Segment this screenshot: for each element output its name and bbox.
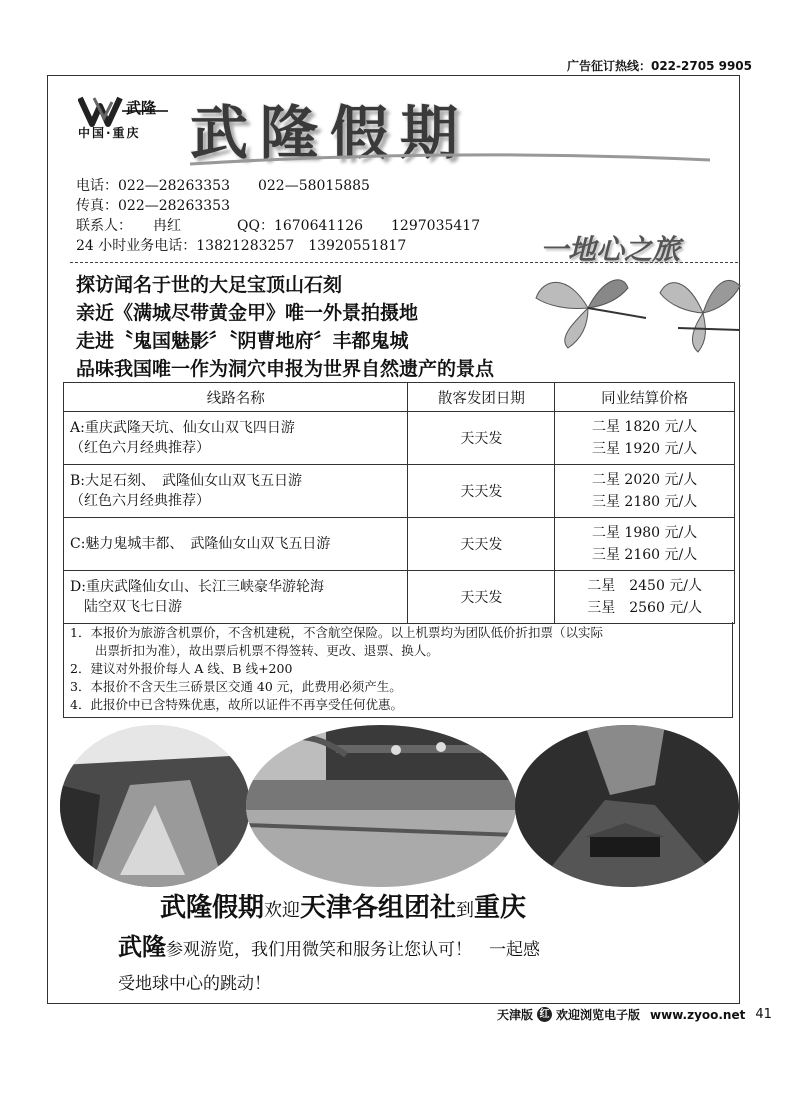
ad-hotline: 广告征订热线：022-2705 9905 xyxy=(566,59,752,73)
contact-phone: 电话：022—28263353 022—58015885 xyxy=(76,178,370,194)
highlight-2: 亲近《满城尽带黄金甲》唯一外景拍摄地 xyxy=(76,302,419,324)
price-3star: 三星 2180 元/人 xyxy=(591,494,698,510)
page-footer xyxy=(497,1006,772,1023)
note-line: 3．本报价不含天生三硚景区交通 40 元，此费用必须产生。 xyxy=(70,679,402,694)
red-edition-badge-icon: 红 xyxy=(537,1007,552,1022)
note-line: 1．本报价为旅游含机票价，不含机建税，不含航空保险。以上机票均为团队低价折扣票（以实际 xyxy=(70,625,603,640)
edition-label: 天津版 xyxy=(497,1008,534,1022)
price-3star: 三星 2560 元/人 xyxy=(587,600,703,616)
footer-sub-text-2: 受地球中心的跳动！ xyxy=(118,974,271,994)
logo-brand: 武隆 xyxy=(126,99,157,117)
footer-headline xyxy=(160,887,526,924)
col-header-route: 线路名称 xyxy=(64,383,408,412)
price-2star: 二星 1820 元/人 xyxy=(591,419,698,435)
contact-24h: 24 小时业务电话：13821283257 13920551817 xyxy=(76,238,407,254)
footer-welcome: 欢迎 xyxy=(264,900,301,921)
table-row xyxy=(64,465,735,518)
butterfly-icon xyxy=(528,268,743,356)
depart-date: 天天发 xyxy=(408,518,555,571)
col-header-price: 同业结算价格 xyxy=(555,383,735,412)
highlight-4: 品味我国唯一作为洞穴申报为世界自然遗产的景点 xyxy=(76,358,495,380)
footer-city: 重庆 xyxy=(474,893,527,923)
depart-date: 天天发 xyxy=(408,465,555,518)
site-link[interactable]: www.zyoo.net xyxy=(650,1007,746,1022)
route-name: D:重庆武隆仙女山、长江三峡豪华游轮海 xyxy=(70,579,324,595)
highlight-1: 探访闻名于世的大足宝顶山石刻 xyxy=(76,274,343,296)
ghost-city-photo xyxy=(246,725,516,887)
canyon-photo xyxy=(60,725,250,887)
table-header-row xyxy=(64,383,735,412)
route-note: （红色六月经典推荐） xyxy=(70,493,210,509)
divider xyxy=(70,262,738,263)
price-2star: 二星 1980 元/人 xyxy=(591,525,698,541)
route-name: B:大足石刻、 武隆仙女山双飞五日游 xyxy=(70,473,303,489)
route-note: 陆空双飞七日游 xyxy=(70,599,182,615)
price-2star: 二星 2020 元/人 xyxy=(591,472,698,488)
notes-box xyxy=(63,622,733,718)
slogan: 一地心之旅 xyxy=(540,233,681,266)
note-line: 4．此报价中已含特殊优惠，故所以证件不再享受任何优惠。 xyxy=(70,697,403,712)
table-row xyxy=(64,571,735,624)
price-3star: 三星 2160 元/人 xyxy=(591,547,698,563)
route-note: （红色六月经典推荐） xyxy=(70,440,210,456)
contact-person: 联系人： 冉红 QQ：1670641126 1297035417 xyxy=(76,218,481,234)
contact-fax: 传真：022—28263353 xyxy=(76,198,230,214)
price-2star: 二星 2450 元/人 xyxy=(587,578,703,594)
price-3star: 三星 1920 元/人 xyxy=(591,441,698,457)
page-title: 武隆假期 xyxy=(190,99,471,167)
footer-agencies: 天津各组团社 xyxy=(300,893,457,923)
logo-city: 中国·重庆 xyxy=(78,126,141,140)
table-row xyxy=(64,412,735,465)
route-price-table xyxy=(63,382,735,624)
footer-sub-brand: 武隆 xyxy=(118,932,166,961)
page-number: 41 xyxy=(755,1007,772,1022)
footer-sub-text: 参观游览，我们用微笑和服务让您认可！ 一起感 xyxy=(166,940,540,960)
table-row xyxy=(64,518,735,571)
footer-brand: 武隆假期 xyxy=(160,893,265,923)
footer-to: 到 xyxy=(456,900,475,921)
note-line: 出票折扣为准），故出票后机票不得签转、更改、退票、换人。 xyxy=(70,643,439,658)
browse-label: 欢迎浏览电子版 xyxy=(556,1008,641,1022)
col-header-date: 散客发团日期 xyxy=(408,383,555,412)
route-name: A:重庆武隆天坑、仙女山双飞四日游 xyxy=(70,420,295,436)
depart-date: 天天发 xyxy=(408,571,555,624)
tiankeng-photo xyxy=(515,725,740,887)
route-name: C:魅力鬼城丰都、 武隆仙女山双飞五日游 xyxy=(70,536,331,552)
footer-message xyxy=(118,930,678,1001)
depart-date: 天天发 xyxy=(408,412,555,465)
title-swoosh-decoration xyxy=(190,150,710,168)
note-line: 2．建议对外报价每人 A 线、B 线+200 xyxy=(70,661,293,676)
highlight-3: 走进〝鬼国魅影〞〝阴曹地府〞丰都鬼城 xyxy=(76,330,409,352)
